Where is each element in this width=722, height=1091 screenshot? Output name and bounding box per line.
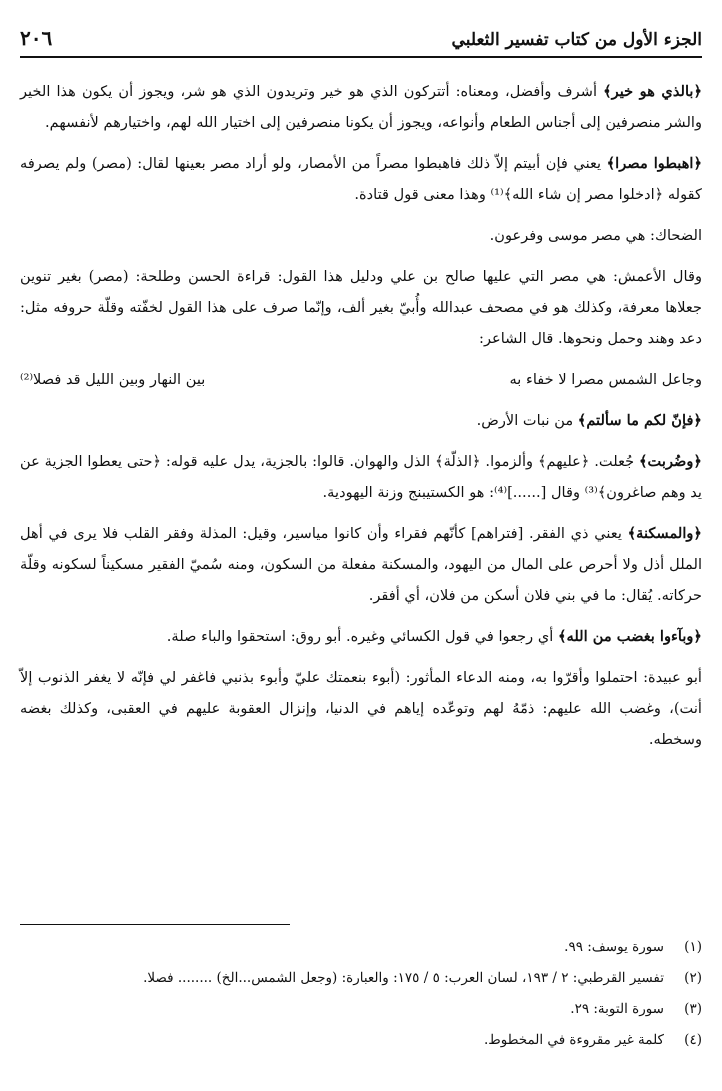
book-title: الجزء الأول من كتاب تفسير الثعلبي	[451, 30, 702, 50]
footnote-text: سورة يوسف: ٩٩.	[564, 939, 664, 955]
footnote	[20, 996, 702, 1023]
paragraph	[20, 518, 702, 611]
book-page	[20, 14, 702, 1074]
verse-first-hemistich: وجاعل الشمس مصرا لا خفاء به	[509, 371, 702, 388]
footnote-divider	[20, 924, 290, 925]
quran-quote: ﴿وبآءوا بغضب من الله﴾	[557, 628, 702, 645]
paragraph-text: أبو عبيدة: احتملوا وأقرّوا به، ومنه الدعاء المأثور: (أبوء بنعمتك عليّ وأبوء بذنبي فاغفر لي فإنّه لا يغفر الذنوب إلاّ أنت)، وغضب الله عليهم: ذمّهُ لهم وتوعّده إياهم في الدنيا، وإنزال العقوبة عليهم في العقبى، وكذلك بغضه وسخطه.	[20, 669, 702, 748]
footnote-number: (٢)	[684, 970, 702, 986]
paragraph-text: يعني ذي الفقر. [فتراهم] كأنّهم فقراء وأن كانوا مياسير، وقيل: المذلة وفقر القلب فلا يرى في أهل الملل أذل ولا أحرص على المال من اليهود، والمسكنة مفعلة من السكون، ومنه سُميّ الفقير مسكيناً لسكونه وقلّة حركاته. يُقال: ما في بني فلان أسكن من فلان، أي أفقر.	[20, 525, 702, 604]
paragraph-text: من نبات الأرض.	[476, 412, 578, 429]
footnote	[20, 1027, 702, 1054]
paragraph-text: يعني فإن أبيتم إلاّ ذلك فاهبطوا مصراً من الأمصار، ولو أراد مصر بعينها لقال: (مصر) ولم يصرفه كقوله ﴿ادخلوا مصر إن شاء الله﴾⁽¹⁾ وهذا معنى قول قتادة.	[20, 155, 702, 203]
verse-second-hemistich: بين النهار وبين الليل قد فصلا⁽²⁾	[20, 371, 206, 388]
paragraph-text: وقال الأعمش: هي مصر التي عليها صالح بن علي ودليل هذا القول: قراءة الحسن وطلحة: (مصر) بغير تنوين جعلاها معرفة، وكذلك هو في مصحف عبدالله وأُبيّ بغير ألف، وإنّما صرف على هذا القول لخفّته وقلّة حروفه مثل: دعد وهند وحمل ونحوها. قال الشاعر:	[20, 268, 702, 347]
paragraph	[20, 148, 702, 210]
paragraph	[20, 76, 702, 138]
footnote	[20, 934, 702, 961]
footnote-text: تفسير القرطبي: ٢ / ١٩٣، لسان العرب: ٥ / ١٧٥: والعبارة: (وجعل الشمس...الخ) ........ فصلا.	[143, 970, 664, 986]
page-number: ٢٠٦	[20, 26, 53, 50]
footnote	[20, 965, 702, 992]
footnote-text: كلمة غير مقروءة في المخطوط.	[483, 1032, 664, 1048]
page-header	[20, 14, 702, 58]
paragraph-text: أي رجعوا في قول الكسائي وغيره. أبو روق: استحقوا والباء صلة.	[166, 628, 558, 645]
paragraph-text: أشرف وأفضل، ومعناه: أتتركون الذي هو خير وتريدون الذي هو شر، ويجوز أن يكون هذا الخير والشر منصرفين إلى أجناس الطعام وأنواعه، ويجوز أن يكونا منصرفين إلى اختيار الله لهم، واختيارهم لأنفسهم.	[20, 83, 702, 131]
paragraph	[20, 220, 702, 251]
quran-quote: ﴿بالذي هو خير﴾	[603, 83, 702, 100]
footnotes	[20, 934, 702, 1058]
quran-quote: ﴿فإنّ لكم ما سألتم﴾	[577, 412, 702, 429]
poetry-verse	[20, 364, 702, 395]
footnote-text: سورة التوبة: ٢٩.	[570, 1001, 664, 1017]
quran-quote: ﴿اهبطوا مصرا﴾	[606, 155, 703, 172]
quran-quote: ﴿والمسكنة﴾	[627, 525, 702, 542]
page-body	[20, 76, 702, 765]
paragraph	[20, 261, 702, 354]
paragraph-text: الضحاك: هي مصر موسى وفرعون.	[489, 227, 702, 244]
paragraph	[20, 405, 702, 436]
quran-quote: ﴿وضُربت﴾	[639, 453, 702, 470]
footnote-number: (١)	[684, 939, 702, 955]
footnote-number: (٣)	[684, 1001, 702, 1017]
footnote-number: (٤)	[684, 1032, 702, 1048]
paragraph	[20, 662, 702, 755]
paragraph	[20, 621, 702, 652]
paragraph-text: جُعلت. ﴿عليهم﴾ وألزموا. ﴿الذلّة﴾ الذل والهوان. قالوا: بالجزية، يدل عليه قوله: ﴿حتى يعطوا الجزية عن يد وهم صاغرون﴾⁽³⁾ وقال [......]⁽⁴⁾: هو الكستيبنج وزنة اليهودية.	[20, 453, 702, 501]
paragraph	[20, 446, 702, 508]
